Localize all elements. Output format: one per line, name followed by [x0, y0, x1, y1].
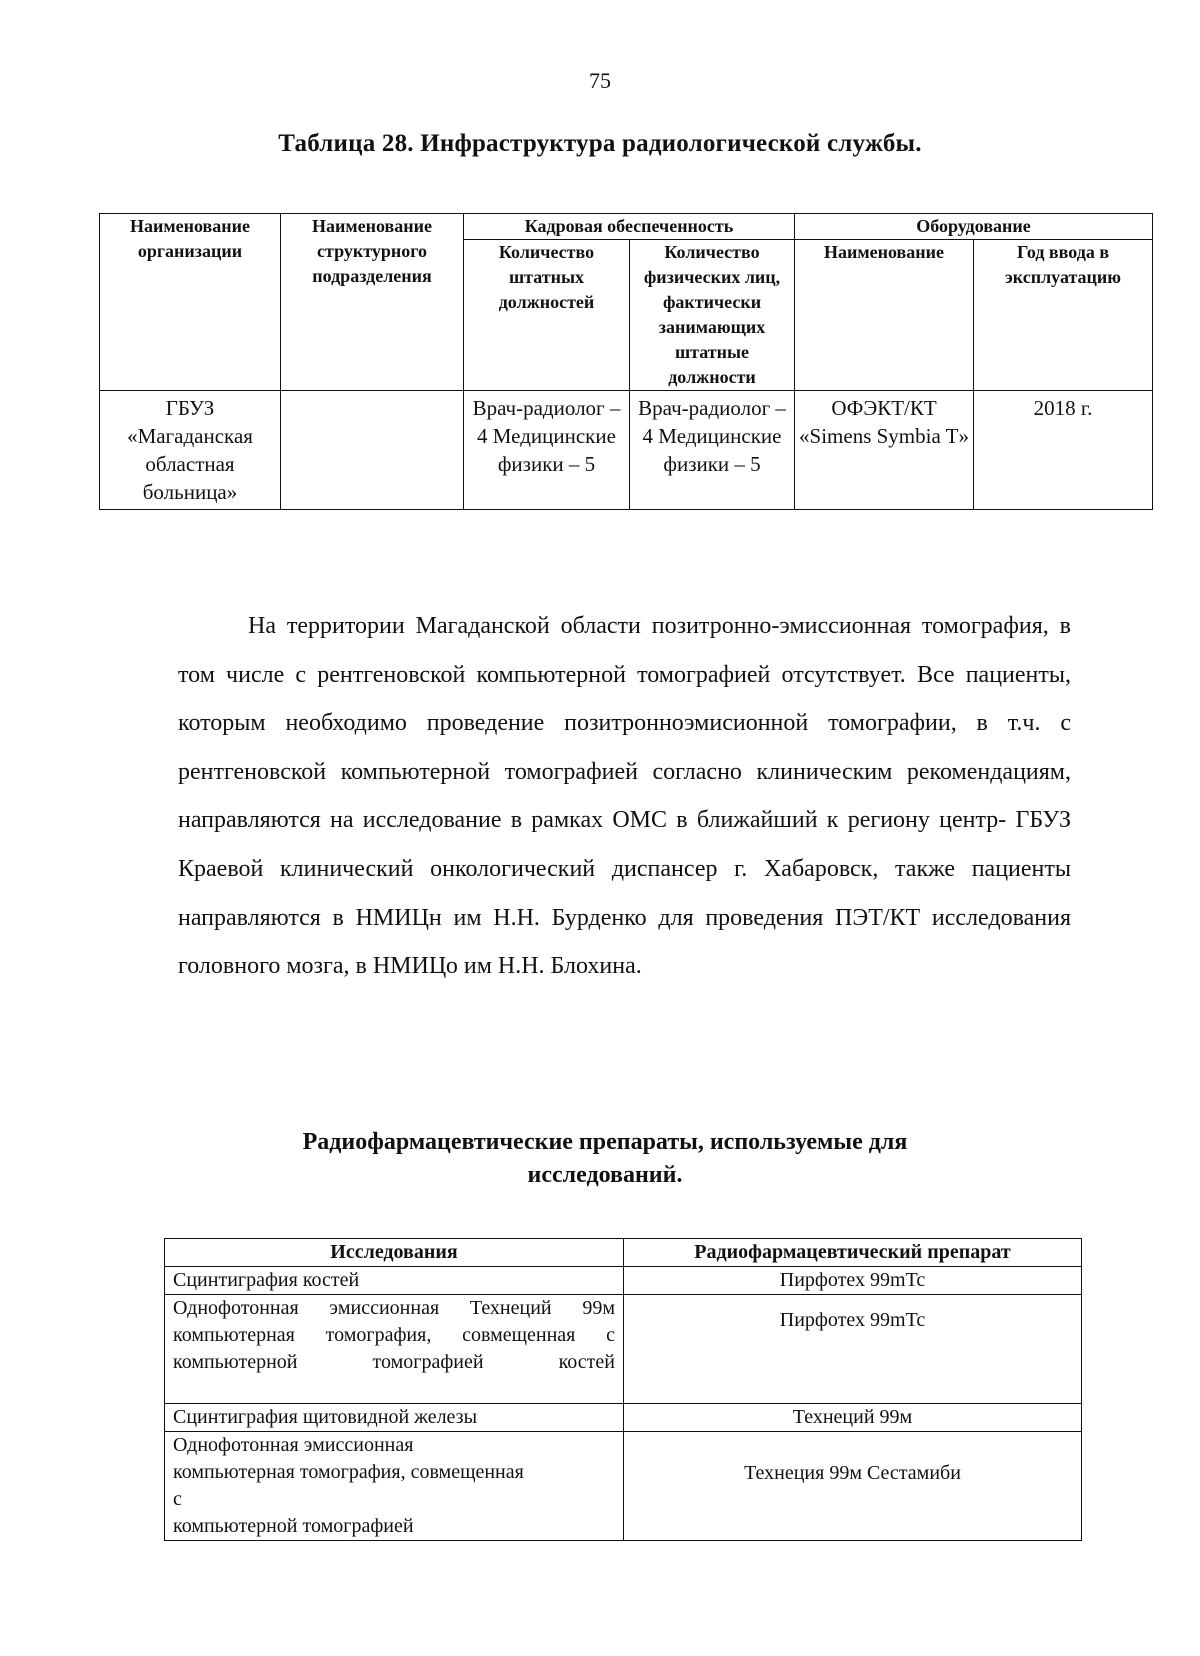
cell-equip-year: 2018 г. [974, 391, 1153, 510]
section-title-line-2: исследований. [527, 1162, 683, 1188]
header-staff-positions: Количество штатных должностей [464, 240, 630, 391]
cell-study-line: с [173, 1488, 182, 1510]
cell-positions: Врач-радиолог – 4 Медицинские физики – 5 [464, 391, 630, 510]
header-org: Наименование организации [100, 214, 281, 391]
table-title: Таблица 28. Инфраструктура радиологической службы. [278, 130, 922, 157]
infrastructure-table [99, 213, 1153, 510]
table-row [165, 1404, 1082, 1432]
cell-study: Сцинтиграфия щитовидной железы [165, 1404, 624, 1432]
section-title-line-1: Радиофармацевтические препараты, используемые для [302, 1129, 908, 1155]
cell-unit [281, 391, 464, 510]
cell-equip-name: ОФЭКТ/КТ «Simens Symbia T» [795, 391, 974, 510]
table-row [165, 1295, 1082, 1404]
header-study: Исследования [165, 1239, 624, 1267]
cell-study [165, 1432, 624, 1541]
cell-org: ГБУЗ «Магаданская областная больница» [100, 391, 281, 510]
cell-drug: Пирфотех 99mTc [624, 1267, 1082, 1295]
header-drug: Радиофармацевтический препарат [624, 1239, 1082, 1267]
table-row [165, 1432, 1082, 1541]
header-unit: Наименование структурного подразделения [281, 214, 464, 391]
radiopharmaceuticals-table [164, 1238, 1082, 1541]
header-staffing: Кадровая обеспеченность [464, 214, 795, 240]
cell-study-line: компьютерная томография, совмещенная [173, 1461, 524, 1483]
cell-study: Однофотонная эмиссионная Технеций 99м компьютерная томография, совмещенная с компьютерной томографией костей [165, 1295, 624, 1404]
cell-study: Сцинтиграфия костей [165, 1267, 624, 1295]
body-paragraph: На территории Магаданской области позитронно-эмиссионная томография, в том числе с рентгеновской компьютерной томографией отсутствует. Все пациенты, которым необходимо проведение позитронноэмисионной томографии, в т.ч. с рентгеновской компьютерной томографией согласно клиническим рекомендациям, направляются на исследование в рамках ОМС в ближайший к региону центр- ГБУЗ Краевой клинический онкологический диспансер г. Хабаровск, также пациенты направляются в НМИЦн им Н.Н. Бурденко для проведения ПЭТ/КТ исследования головного мозга, в НМИЦо им Н.Н. Блохина. [178, 613, 1071, 980]
header-equip-name: Наименование [795, 240, 974, 391]
header-equip-year: Год ввода в эксплуатацию [974, 240, 1153, 391]
cell-persons: Врач-радиолог – 4 Медицинские физики – 5 [630, 391, 795, 510]
header-staff-persons: Количество физических лиц, фактически занимающих штатные должности [630, 240, 795, 391]
header-equipment: Оборудование [795, 214, 1153, 240]
cell-drug: Технеция 99м Сестамиби [624, 1432, 1082, 1541]
page-number: 75 [589, 68, 611, 93]
cell-drug: Технеций 99м [624, 1404, 1082, 1432]
section-title [240, 1126, 970, 1192]
cell-drug: Пирфотех 99mTc [624, 1295, 1082, 1404]
table-header-row [165, 1239, 1082, 1267]
cell-study-line: компьютерной томографией [173, 1515, 414, 1537]
table-row [165, 1267, 1082, 1295]
table-header-row [100, 214, 1153, 240]
table-row [100, 391, 1153, 510]
cell-study-line: Однофотонная эмиссионная [173, 1434, 414, 1456]
